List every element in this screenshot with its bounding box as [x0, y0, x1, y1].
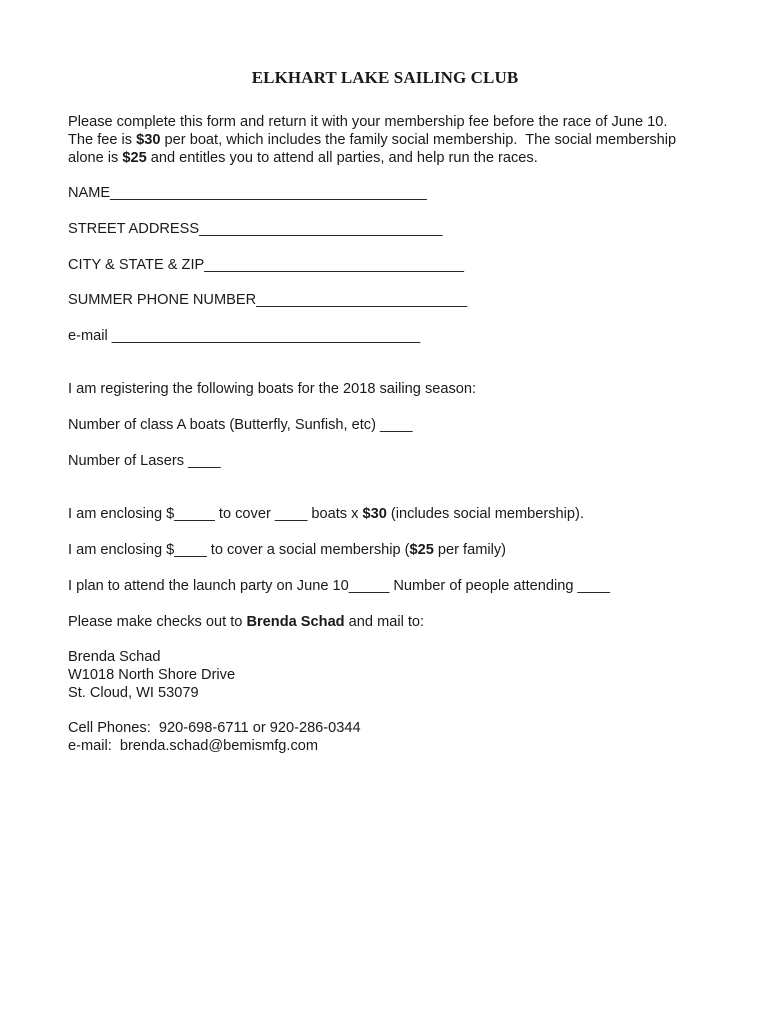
intro-text: per boat, which includes the family social membership. The social membership [160, 132, 677, 148]
intro-line-3 [68, 149, 538, 167]
checks-text: and mail to: [344, 614, 425, 630]
boat-fee-amount: $30 [136, 132, 161, 148]
social-fee-amount: $25 [409, 542, 434, 558]
enclosing-text: I am enclosing $_____ to cover ____ boats x [68, 506, 363, 522]
form-title: ELKHART LAKE SAILING CLUB [251, 68, 519, 87]
cell-phones: Cell Phones: 920-698-6711 or 920-286-0344 [68, 720, 361, 736]
intro-text: Please complete this form and return it with your membership fee before the race of June 10. [68, 114, 668, 130]
street-address-field: STREET ADDRESS______________________________ [68, 221, 443, 237]
class-a-boats-field: Number of class A boats (Butterfly, Sunfish, etc) ____ [68, 417, 413, 433]
intro-text: and entitles you to attend all parties, and help run the races. [146, 150, 538, 166]
city-state-zip-field: CITY & STATE & ZIP________________________________ [68, 257, 464, 273]
enclosing-text: (includes social membership). [386, 506, 584, 522]
summer-phone-field: SUMMER PHONE NUMBER__________________________ [68, 292, 468, 308]
checks-text: Please make checks out to [68, 614, 247, 630]
mail-address-city: St. Cloud, WI 53079 [68, 685, 199, 701]
launch-party-line: I plan to attend the launch party on June 10_____ Number of people attending ____ [68, 578, 610, 594]
payee-name: Brenda Schad [246, 614, 345, 630]
intro-text: The fee is [68, 132, 137, 148]
mail-address-name: Brenda Schad [68, 649, 161, 665]
social-fee-amount: $25 [122, 150, 147, 166]
intro-text: alone is [68, 150, 123, 166]
enclosing-text: I am enclosing $____ to cover a social membership ( [68, 542, 410, 558]
contact-email: e-mail: brenda.schad@bemismfg.com [68, 738, 319, 754]
checks-line [68, 613, 424, 631]
enclosing-text: per family) [433, 542, 507, 558]
lasers-field: Number of Lasers ____ [68, 453, 221, 469]
enclosing-boats-line [68, 505, 584, 523]
boats-heading: I am registering the following boats for the 2018 sailing season: [68, 381, 477, 397]
enclosing-social-line [68, 541, 506, 559]
mail-address-street: W1018 North Shore Drive [68, 667, 236, 683]
name-field: NAME_______________________________________ [68, 185, 427, 201]
email-field: e-mail ______________________________________ [68, 328, 421, 344]
boat-fee-amount: $30 [362, 506, 387, 522]
intro-line-2 [68, 131, 676, 149]
intro-line-1 [68, 113, 667, 131]
